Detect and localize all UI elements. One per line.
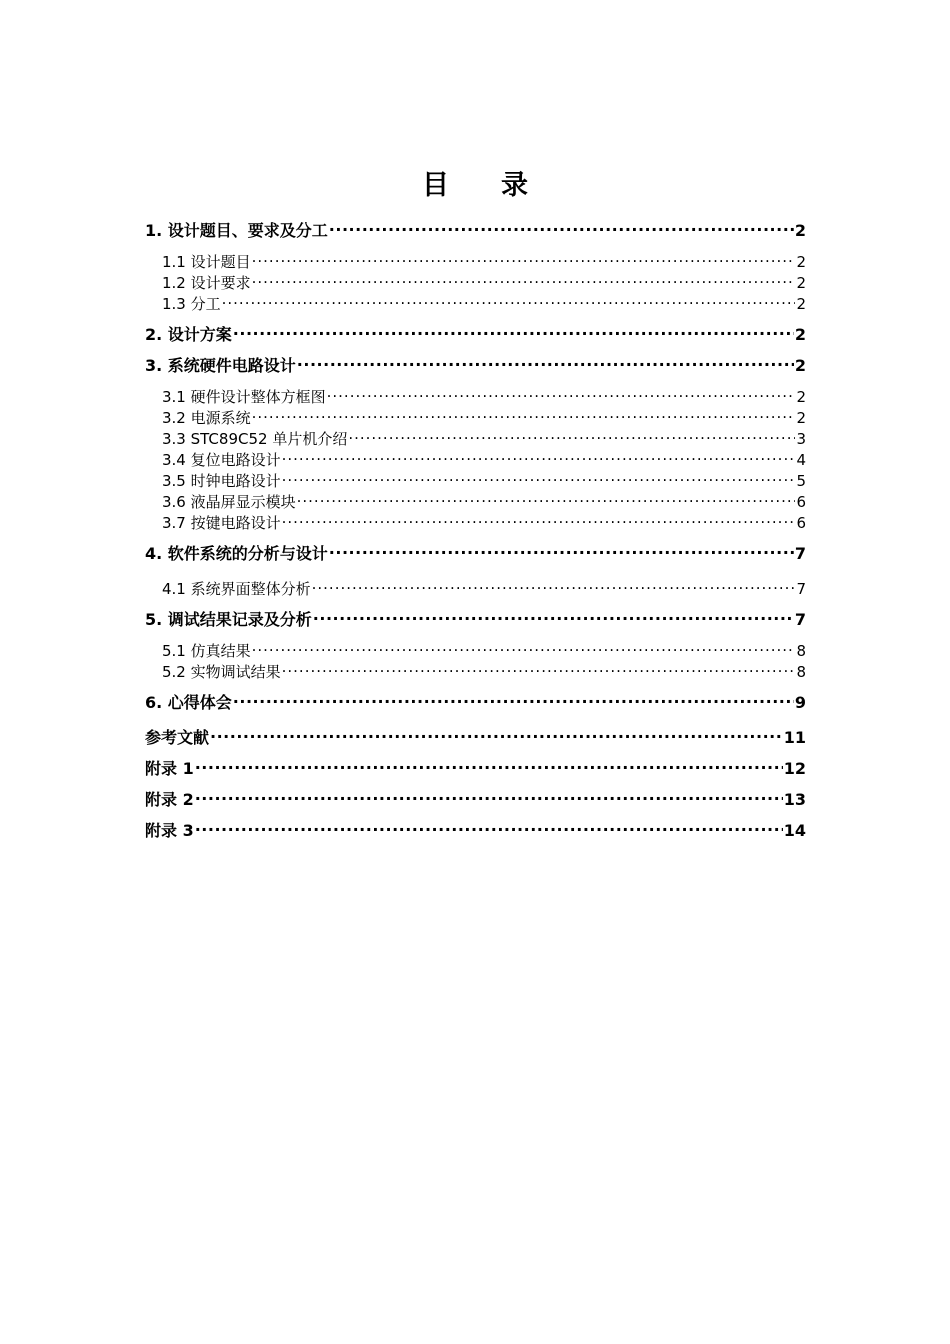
toc-leader <box>195 785 783 805</box>
toc-leader <box>327 382 796 402</box>
toc-leader <box>233 688 794 708</box>
toc-leader <box>282 445 796 465</box>
toc-entry[interactable] <box>145 785 806 809</box>
toc-entry-label: 1.2 设计要求 <box>162 274 251 292</box>
toc-entry-label: 参考文献 <box>145 728 210 747</box>
toc-entry-page: 12 <box>783 759 806 778</box>
toc-entry-label: 3.4 复位电路设计 <box>162 451 281 469</box>
toc-entry[interactable] <box>145 688 806 712</box>
toc-entry-label: 1. 设计题目、要求及分工 <box>145 221 328 240</box>
toc-entry-page: 2 <box>794 325 806 344</box>
toc-entry-page: 2 <box>796 253 806 271</box>
toc-leader <box>252 268 796 288</box>
toc-entry-page: 2 <box>796 274 806 292</box>
toc-entry[interactable] <box>145 723 806 747</box>
toc-leader <box>282 657 796 677</box>
toc-entry-page: 2 <box>796 409 806 427</box>
toc-entry[interactable] <box>145 351 806 375</box>
toc-entry[interactable] <box>145 574 806 598</box>
toc-entry-label: 附录 2 <box>145 790 194 809</box>
toc-entry-page: 2 <box>796 388 806 406</box>
toc-entry-page: 9 <box>794 693 806 712</box>
toc-entry-label: 3. 系统硬件电路设计 <box>145 356 296 375</box>
toc-entry[interactable] <box>145 424 806 448</box>
toc-leader <box>252 247 796 267</box>
toc-leader <box>195 754 783 774</box>
toc-entry-page: 2 <box>796 295 806 313</box>
toc-entry-page: 7 <box>794 610 806 629</box>
toc-entry-label: 4. 软件系统的分析与设计 <box>145 544 328 563</box>
toc-entry-label: 4.1 系统界面整体分析 <box>162 580 311 598</box>
toc-entry[interactable] <box>145 487 806 511</box>
toc-entry-label: 5.2 实物调试结果 <box>162 663 281 681</box>
toc-entry-label: 5. 调试结果记录及分析 <box>145 610 312 629</box>
toc-leader <box>222 289 796 309</box>
toc-entry-label: 3.7 按键电路设计 <box>162 514 281 532</box>
toc-entry-page: 14 <box>783 821 806 840</box>
toc-leader <box>233 320 794 340</box>
toc-leader <box>297 487 796 507</box>
toc-entry-label: 3.6 液晶屏显示模块 <box>162 493 296 511</box>
toc-leader <box>252 636 796 656</box>
toc-entry[interactable] <box>145 268 806 292</box>
toc-leader <box>195 816 783 836</box>
toc-entry[interactable] <box>145 216 806 240</box>
toc-entry-page: 2 <box>794 221 806 240</box>
toc-entry[interactable] <box>145 403 806 427</box>
toc-entry[interactable] <box>145 382 806 406</box>
toc-entry-page: 2 <box>794 356 806 375</box>
toc-entry[interactable] <box>145 289 806 313</box>
toc-leader <box>329 539 794 559</box>
toc-leader <box>329 216 794 236</box>
toc-entry[interactable] <box>145 605 806 629</box>
toc-entry-page: 6 <box>796 514 806 532</box>
toc-entry[interactable] <box>145 539 806 563</box>
toc-entry-label: 3.1 硬件设计整体方框图 <box>162 388 326 406</box>
toc-entry[interactable] <box>145 320 806 344</box>
toc-entry[interactable] <box>145 508 806 532</box>
toc-entry-page: 7 <box>794 544 806 563</box>
toc-leader <box>282 508 796 528</box>
toc-entry-page: 7 <box>796 580 806 598</box>
toc-leader <box>312 574 796 594</box>
toc-entry-label: 6. 心得体会 <box>145 693 232 712</box>
toc-entry[interactable] <box>145 247 806 271</box>
toc-entry[interactable] <box>145 754 806 778</box>
toc-entry-label: 3.3 STC89C52 单片机介绍 <box>162 430 348 448</box>
toc-leader <box>210 723 783 743</box>
toc-entry-page: 3 <box>796 430 806 448</box>
toc-entry-label: 3.5 时钟电路设计 <box>162 472 281 490</box>
toc-entry-page: 6 <box>796 493 806 511</box>
toc-entry-page: 5 <box>796 472 806 490</box>
toc-entry-label: 2. 设计方案 <box>145 325 232 344</box>
toc-entry[interactable] <box>145 636 806 660</box>
toc-entry-label: 1.1 设计题目 <box>162 253 251 271</box>
toc-entry[interactable] <box>145 657 806 681</box>
toc-entry-page: 13 <box>783 790 806 809</box>
toc-leader <box>348 424 795 444</box>
toc-entry-page: 8 <box>796 663 806 681</box>
toc-entry-label: 附录 3 <box>145 821 194 840</box>
toc-leader <box>297 351 794 371</box>
toc-title: 目录 <box>422 170 580 201</box>
toc-entry-page: 11 <box>783 728 806 747</box>
toc-entry-page: 4 <box>796 451 806 469</box>
toc-entry-label: 1.3 分工 <box>162 295 221 313</box>
toc-leader <box>313 605 794 625</box>
toc-entry[interactable] <box>145 445 806 469</box>
toc-entry-label: 5.1 仿真结果 <box>162 642 251 660</box>
toc-leader <box>282 466 796 486</box>
toc-entry-label: 附录 1 <box>145 759 194 778</box>
toc-leader <box>252 403 796 423</box>
toc-entry-page: 8 <box>796 642 806 660</box>
toc-entry-label: 3.2 电源系统 <box>162 409 251 427</box>
toc-entry[interactable] <box>145 816 806 840</box>
toc-entry[interactable] <box>145 466 806 490</box>
